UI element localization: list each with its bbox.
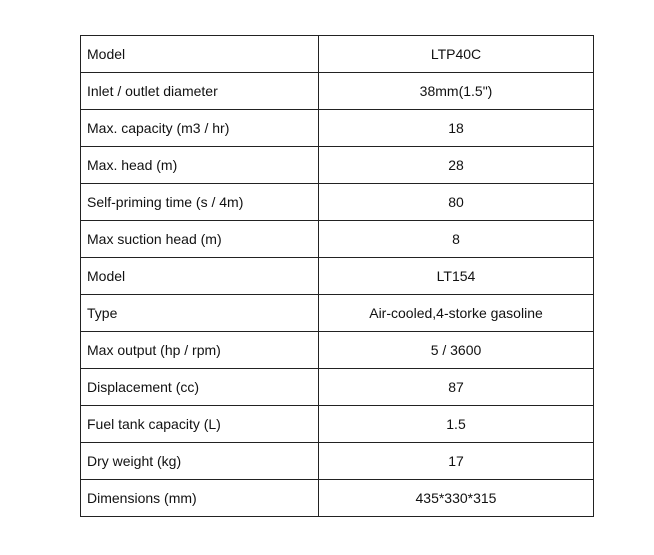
table-row — [81, 332, 594, 369]
spec-label: Dimensions (mm) — [81, 480, 319, 517]
table-row — [81, 110, 594, 147]
table-row — [81, 258, 594, 295]
spec-label: Max. capacity (m3 / hr) — [81, 110, 319, 147]
table-row — [81, 184, 594, 221]
spec-label: Type — [81, 295, 319, 332]
table-row — [81, 73, 594, 110]
spec-value: 18 — [319, 110, 594, 147]
spec-value: 38mm(1.5") — [319, 73, 594, 110]
spec-label: Dry weight (kg) — [81, 443, 319, 480]
spec-label: Self-priming time (s / 4m) — [81, 184, 319, 221]
spec-label: Max output (hp / rpm) — [81, 332, 319, 369]
table-row — [81, 369, 594, 406]
spec-value: 435*330*315 — [319, 480, 594, 517]
spec-value: 28 — [319, 147, 594, 184]
spec-value: 80 — [319, 184, 594, 221]
table-row — [81, 221, 594, 258]
table-row — [81, 36, 594, 73]
spec-value: LT154 — [319, 258, 594, 295]
spec-value: 1.5 — [319, 406, 594, 443]
table-row — [81, 443, 594, 480]
spec-value: 8 — [319, 221, 594, 258]
spec-label: Max suction head (m) — [81, 221, 319, 258]
spec-label: Model — [81, 258, 319, 295]
spec-label: Model — [81, 36, 319, 73]
spec-label: Inlet / outlet diameter — [81, 73, 319, 110]
table-row — [81, 480, 594, 517]
spec-label: Max. head (m) — [81, 147, 319, 184]
spec-value: 5 / 3600 — [319, 332, 594, 369]
spec-table — [80, 35, 594, 517]
table-row — [81, 295, 594, 332]
spec-value: 87 — [319, 369, 594, 406]
spec-value: Air-cooled,4-storke gasoline — [319, 295, 594, 332]
spec-label: Displacement (cc) — [81, 369, 319, 406]
table-row — [81, 147, 594, 184]
spec-label: Fuel tank capacity (L) — [81, 406, 319, 443]
table-row — [81, 406, 594, 443]
spec-value: 17 — [319, 443, 594, 480]
spec-table-body — [81, 36, 594, 517]
spec-value: LTP40C — [319, 36, 594, 73]
